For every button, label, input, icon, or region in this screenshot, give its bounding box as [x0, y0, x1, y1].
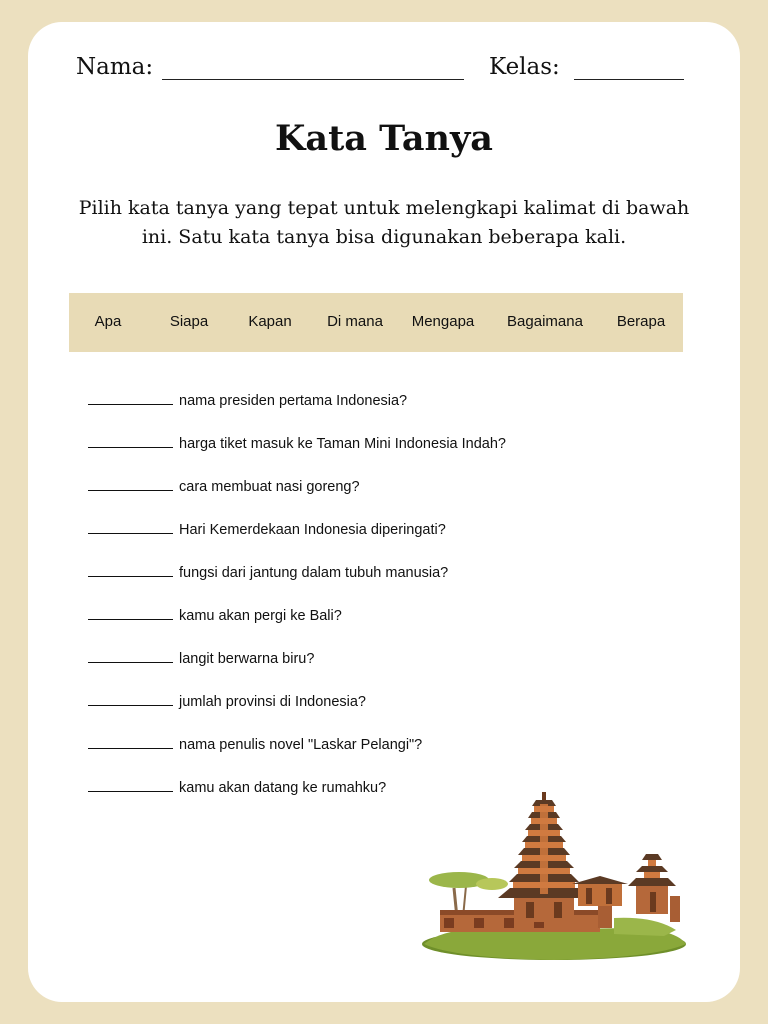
- name-blank-line: [162, 79, 464, 80]
- answer-blank[interactable]: [88, 478, 173, 491]
- question-text: langit berwarna biru?: [179, 651, 315, 667]
- question-item: [88, 779, 386, 799]
- question-item: [88, 435, 506, 455]
- word-bank-item: Di mana: [327, 313, 383, 330]
- question-text: nama presiden pertama Indonesia?: [179, 393, 408, 409]
- worksheet-title: Kata Tanya: [275, 118, 493, 159]
- question-item: [88, 478, 360, 498]
- word-bank-item: Kapan: [248, 313, 292, 330]
- question-text: jumlah provinsi di Indonesia?: [179, 694, 366, 710]
- question-item: [88, 693, 366, 713]
- instructions-text: Pilih kata tanya yang tepat untuk melengkapi kalimat di bawah ini. Satu kata tanya bisa digunakan beberapa kali.: [78, 197, 690, 248]
- question-item: [88, 521, 446, 541]
- balinese-temple-illustration: [414, 768, 694, 968]
- word-bank-item: Siapa: [169, 313, 209, 330]
- word-bank-item: Apa: [94, 313, 122, 330]
- word-bank: [69, 293, 683, 352]
- question-text: cara membuat nasi goreng?: [179, 479, 360, 495]
- answer-blank[interactable]: [88, 521, 173, 534]
- answer-blank[interactable]: [88, 736, 173, 749]
- question-text: nama penulis novel "Laskar Pelangi"?: [179, 737, 423, 753]
- question-item: [88, 392, 407, 412]
- question-text: harga tiket masuk ke Taman Mini Indonesia Indah?: [179, 436, 506, 452]
- word-bank-item: Mengapa: [411, 313, 475, 330]
- question-item: [88, 607, 342, 627]
- answer-blank[interactable]: [88, 693, 173, 706]
- question-item: [88, 564, 448, 584]
- answer-blank[interactable]: [88, 435, 173, 448]
- name-label: Nama:: [76, 54, 154, 80]
- worksheet-card: [28, 22, 740, 1002]
- question-text: fungsi dari jantung dalam tubuh manusia?: [179, 565, 449, 581]
- class-blank-line: [574, 79, 684, 80]
- answer-blank[interactable]: [88, 779, 173, 792]
- answer-blank[interactable]: [88, 650, 173, 663]
- answer-blank[interactable]: [88, 564, 173, 577]
- question-text: kamu akan pergi ke Bali?: [179, 608, 342, 624]
- answer-blank[interactable]: [88, 392, 173, 405]
- word-bank-item: Berapa: [616, 313, 666, 330]
- answer-blank[interactable]: [88, 607, 173, 620]
- student-info-row: [76, 54, 684, 88]
- question-item: [88, 736, 422, 756]
- question-text: kamu akan datang ke rumahku?: [179, 780, 387, 796]
- class-label: Kelas:: [489, 54, 560, 80]
- question-item: [88, 650, 314, 670]
- question-text: Hari Kemerdekaan Indonesia diperingati?: [179, 522, 446, 538]
- word-bank-item: Bagaimana: [507, 313, 583, 330]
